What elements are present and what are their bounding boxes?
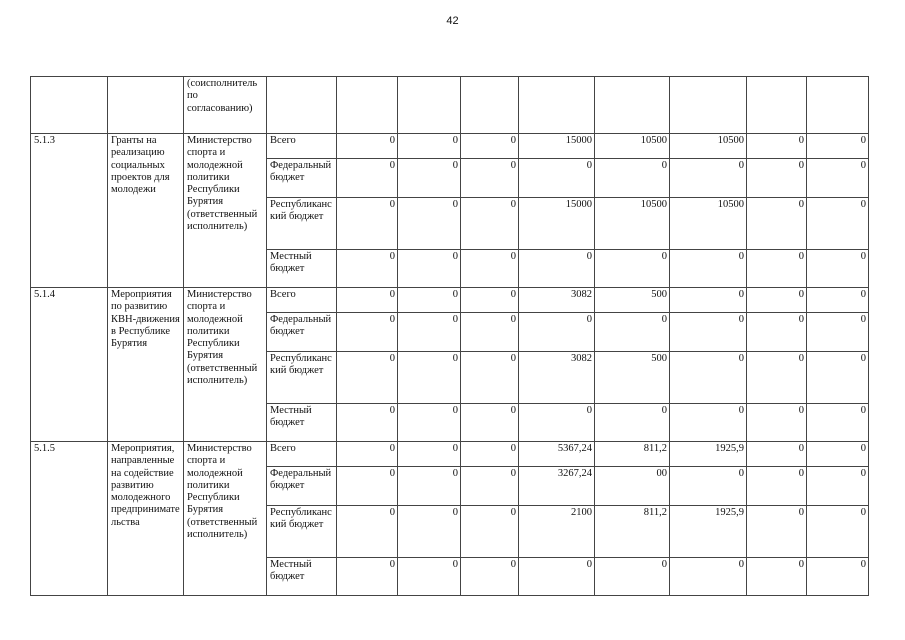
amount-cell: 0 bbox=[337, 198, 398, 250]
amount-cell: 0 bbox=[807, 159, 869, 198]
amount-cell: 0 bbox=[461, 313, 519, 352]
amount-cell: 0 bbox=[461, 352, 519, 404]
amount-cell: 0 bbox=[670, 288, 747, 313]
amount-cell: 0 bbox=[807, 506, 869, 558]
amount-cell: 0 bbox=[398, 467, 461, 506]
amount-cell: 0 bbox=[461, 159, 519, 198]
amount-cell: 0 bbox=[337, 250, 398, 288]
amount-cell: 0 bbox=[595, 404, 670, 442]
funding-source-cell: Республиканский бюджет bbox=[267, 506, 337, 558]
amount-cell: 0 bbox=[337, 159, 398, 198]
amount-cell: 10500 bbox=[670, 198, 747, 250]
funding-source-cell: Федеральный бюджет bbox=[267, 313, 337, 352]
amount-cell: 0 bbox=[398, 442, 461, 467]
amount-cell: 0 bbox=[747, 250, 807, 288]
amount-cell: 0 bbox=[670, 352, 747, 404]
value-cell bbox=[747, 77, 807, 134]
amount-cell: 0 bbox=[747, 467, 807, 506]
source-cell bbox=[267, 77, 337, 134]
amount-cell: 0 bbox=[398, 506, 461, 558]
event-cell: Гранты на реализацию социальных проектов для молодежи bbox=[108, 134, 184, 288]
amount-cell: 3267,24 bbox=[519, 467, 595, 506]
amount-cell: 0 bbox=[595, 159, 670, 198]
amount-cell: 0 bbox=[807, 467, 869, 506]
continuation-row bbox=[31, 77, 869, 134]
amount-cell: 10500 bbox=[595, 198, 670, 250]
funding-source-cell: Всего bbox=[267, 442, 337, 467]
amount-cell: 5367,24 bbox=[519, 442, 595, 467]
amount-cell: 0 bbox=[747, 404, 807, 442]
amount-cell: 00 bbox=[595, 467, 670, 506]
amount-cell: 0 bbox=[807, 352, 869, 404]
funding-source-cell: Федеральный бюджет bbox=[267, 159, 337, 198]
amount-cell: 0 bbox=[461, 250, 519, 288]
code-cell: 5.1.4 bbox=[31, 288, 108, 442]
amount-cell: 0 bbox=[807, 404, 869, 442]
funding-source-cell: Республиканский бюджет bbox=[267, 198, 337, 250]
amount-cell: 0 bbox=[461, 442, 519, 467]
amount-cell: 3082 bbox=[519, 288, 595, 313]
amount-cell: 0 bbox=[519, 159, 595, 198]
amount-cell: 0 bbox=[398, 288, 461, 313]
funding-source-cell: Местный бюджет bbox=[267, 558, 337, 596]
amount-cell: 0 bbox=[398, 558, 461, 596]
amount-cell: 0 bbox=[807, 250, 869, 288]
amount-cell: 0 bbox=[461, 404, 519, 442]
table-row bbox=[31, 442, 869, 467]
amount-cell: 0 bbox=[670, 404, 747, 442]
code-cell bbox=[31, 77, 108, 134]
amount-cell: 0 bbox=[807, 288, 869, 313]
amount-cell: 0 bbox=[747, 288, 807, 313]
amount-cell: 0 bbox=[747, 159, 807, 198]
amount-cell: 0 bbox=[747, 558, 807, 596]
executor-cell: Министерство спорта и молодежной политики Республики Бурятия (ответственный исполнитель) bbox=[184, 134, 267, 288]
amount-cell: 15000 bbox=[519, 198, 595, 250]
value-cell bbox=[670, 77, 747, 134]
amount-cell: 0 bbox=[807, 134, 869, 159]
amount-cell: 0 bbox=[670, 313, 747, 352]
amount-cell: 1925,9 bbox=[670, 442, 747, 467]
value-cell bbox=[461, 77, 519, 134]
table-body bbox=[31, 77, 869, 596]
executor-cell: Министерство спорта и молодежной политики Республики Бурятия (ответственный исполнитель) bbox=[184, 442, 267, 596]
funding-source-cell: Местный бюджет bbox=[267, 250, 337, 288]
amount-cell: 0 bbox=[398, 159, 461, 198]
amount-cell: 0 bbox=[337, 352, 398, 404]
amount-cell: 0 bbox=[519, 404, 595, 442]
amount-cell: 0 bbox=[519, 313, 595, 352]
amount-cell: 811,2 bbox=[595, 442, 670, 467]
amount-cell: 0 bbox=[398, 404, 461, 442]
amount-cell: 0 bbox=[337, 506, 398, 558]
event-cell: Мероприятия, направленные на содействие развитию молодежного предпринимательства bbox=[108, 442, 184, 596]
value-cell bbox=[398, 77, 461, 134]
event-cell bbox=[108, 77, 184, 134]
amount-cell: 0 bbox=[337, 558, 398, 596]
amount-cell: 0 bbox=[670, 467, 747, 506]
amount-cell: 500 bbox=[595, 288, 670, 313]
funding-source-cell: Федеральный бюджет bbox=[267, 467, 337, 506]
table-row bbox=[31, 288, 869, 313]
amount-cell: 3082 bbox=[519, 352, 595, 404]
value-cell bbox=[337, 77, 398, 134]
amount-cell: 0 bbox=[398, 198, 461, 250]
funding-source-cell: Республиканский бюджет bbox=[267, 352, 337, 404]
amount-cell: 10500 bbox=[670, 134, 747, 159]
amount-cell: 0 bbox=[807, 198, 869, 250]
executor-cell: Министерство спорта и молодежной политики Республики Бурятия (ответственный исполнитель) bbox=[184, 288, 267, 442]
amount-cell: 0 bbox=[595, 558, 670, 596]
amount-cell: 0 bbox=[461, 467, 519, 506]
amount-cell: 500 bbox=[595, 352, 670, 404]
amount-cell: 0 bbox=[337, 288, 398, 313]
funding-source-cell: Всего bbox=[267, 134, 337, 159]
executor-cell: (соисполнитель по согласованию) bbox=[184, 77, 267, 134]
code-cell: 5.1.3 bbox=[31, 134, 108, 288]
amount-cell: 0 bbox=[747, 506, 807, 558]
amount-cell: 0 bbox=[595, 250, 670, 288]
amount-cell: 0 bbox=[398, 250, 461, 288]
amount-cell: 15000 bbox=[519, 134, 595, 159]
amount-cell: 0 bbox=[337, 313, 398, 352]
table-row bbox=[31, 134, 869, 159]
amount-cell: 0 bbox=[337, 442, 398, 467]
amount-cell: 811,2 bbox=[595, 506, 670, 558]
funding-source-cell: Местный бюджет bbox=[267, 404, 337, 442]
value-cell bbox=[519, 77, 595, 134]
value-cell bbox=[807, 77, 869, 134]
amount-cell: 0 bbox=[747, 442, 807, 467]
amount-cell: 0 bbox=[807, 558, 869, 596]
amount-cell: 1925,9 bbox=[670, 506, 747, 558]
amount-cell: 0 bbox=[461, 198, 519, 250]
amount-cell: 0 bbox=[670, 250, 747, 288]
code-cell: 5.1.5 bbox=[31, 442, 108, 596]
amount-cell: 0 bbox=[337, 404, 398, 442]
amount-cell: 0 bbox=[595, 313, 670, 352]
amount-cell: 0 bbox=[747, 313, 807, 352]
funding-source-cell: Всего bbox=[267, 288, 337, 313]
event-cell: Мероприятия по развитию КВН-движения в Республике Бурятия bbox=[108, 288, 184, 442]
amount-cell: 2100 bbox=[519, 506, 595, 558]
amount-cell: 0 bbox=[398, 313, 461, 352]
program-budget-table bbox=[30, 76, 869, 596]
page-number: 42 bbox=[446, 15, 459, 27]
amount-cell: 0 bbox=[747, 198, 807, 250]
amount-cell: 0 bbox=[670, 159, 747, 198]
amount-cell: 0 bbox=[461, 134, 519, 159]
amount-cell: 0 bbox=[519, 250, 595, 288]
amount-cell: 0 bbox=[398, 134, 461, 159]
amount-cell: 0 bbox=[461, 506, 519, 558]
amount-cell: 0 bbox=[519, 558, 595, 596]
amount-cell: 10500 bbox=[595, 134, 670, 159]
value-cell bbox=[595, 77, 670, 134]
amount-cell: 0 bbox=[670, 558, 747, 596]
amount-cell: 0 bbox=[398, 352, 461, 404]
amount-cell: 0 bbox=[337, 134, 398, 159]
amount-cell: 0 bbox=[807, 442, 869, 467]
amount-cell: 0 bbox=[337, 467, 398, 506]
amount-cell: 0 bbox=[461, 558, 519, 596]
amount-cell: 0 bbox=[807, 313, 869, 352]
amount-cell: 0 bbox=[461, 288, 519, 313]
amount-cell: 0 bbox=[747, 352, 807, 404]
amount-cell: 0 bbox=[747, 134, 807, 159]
